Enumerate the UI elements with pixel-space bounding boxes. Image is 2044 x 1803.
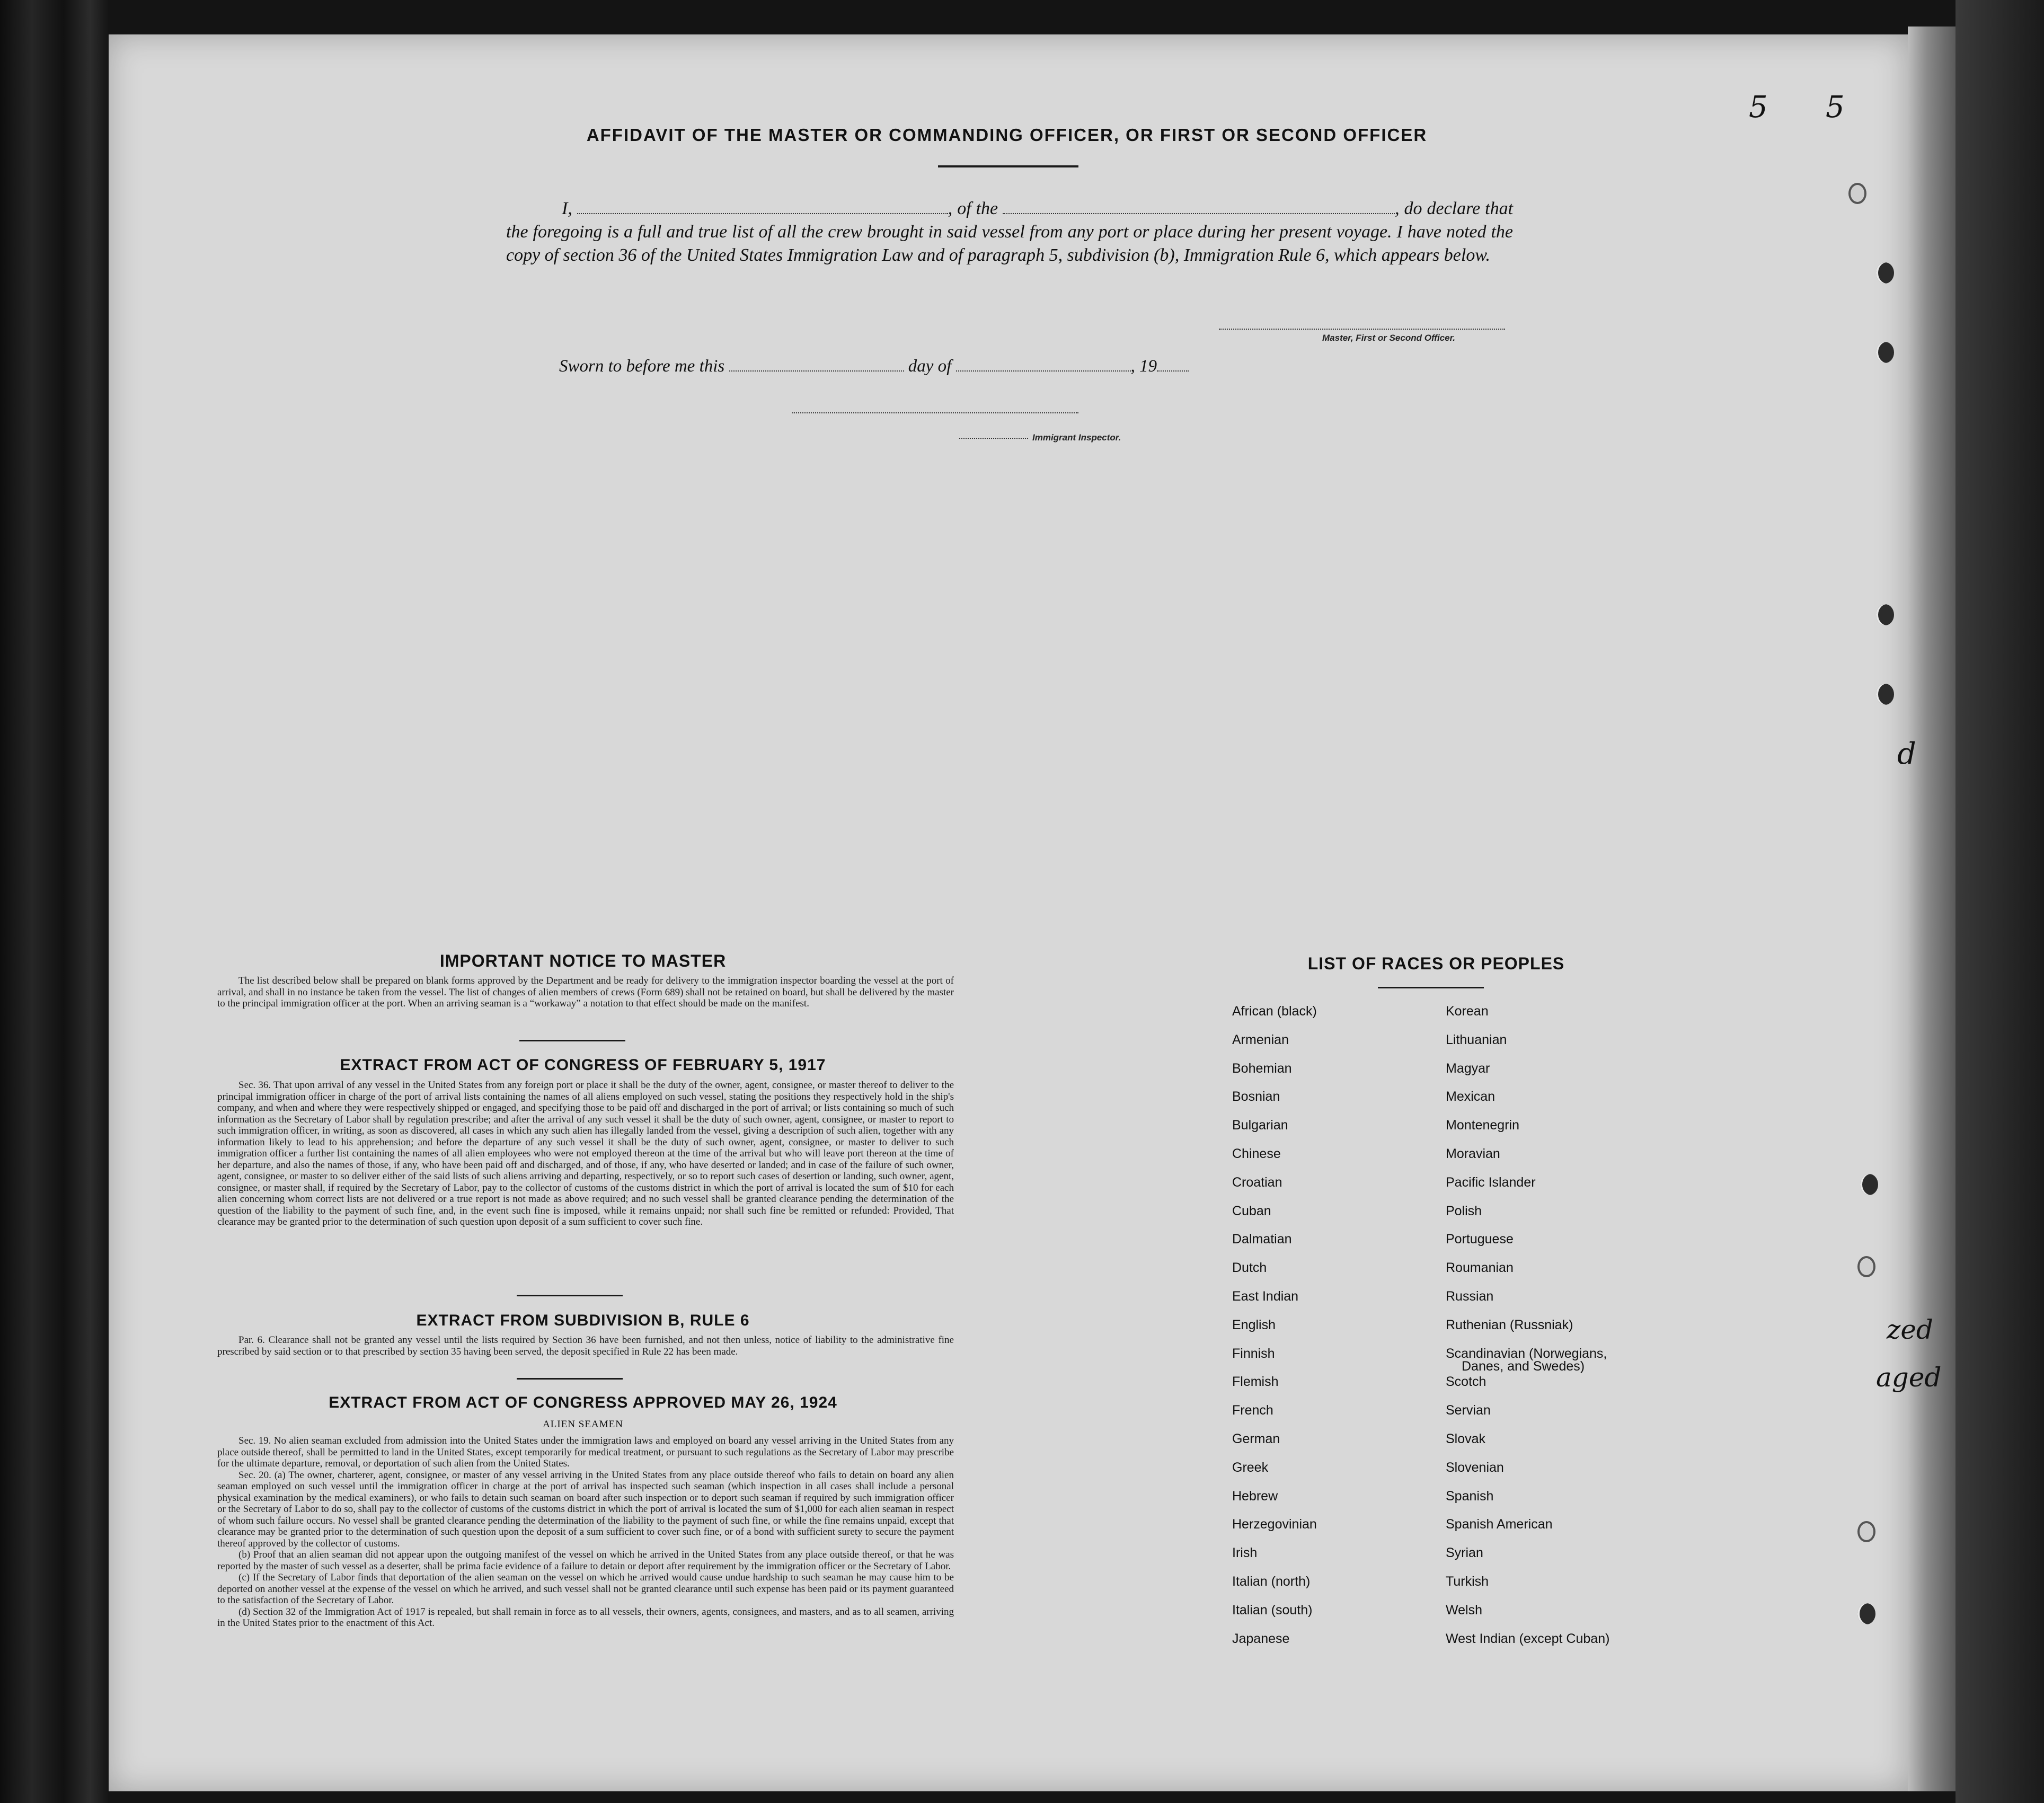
punch-hole [1876,684,1894,705]
affidavit-declaration [506,197,1513,267]
extract-1924-title: EXTRACT FROM ACT OF CONGRESS APPROVED MAY 26, 1924 [329,1394,837,1411]
race-item: Korean [1446,1004,1489,1019]
handwritten-mark: 5 [1826,90,1845,125]
handwritten-margin-note: d [1897,737,1916,771]
race-item: Bosnian [1232,1089,1280,1104]
race-item: Hebrew [1232,1488,1278,1504]
notice-text [217,975,954,1010]
race-item-scandinavian: Scandinavian (Norwegians, [1446,1346,1607,1361]
inspector-label: Immigrant Inspector. [1032,432,1121,443]
race-item: Irish [1232,1545,1258,1561]
race-item: Italian (north) [1232,1574,1311,1589]
race-item: Chinese [1232,1146,1281,1161]
extract-1924-text [217,1435,954,1629]
race-item: Roumanian [1446,1260,1514,1276]
sworn-year-blank[interactable] [1157,367,1189,372]
extract-rule6-title: EXTRACT FROM SUBDIVISION B, RULE 6 [416,1312,750,1329]
race-item: Portuguese [1446,1232,1514,1247]
race-item: Servian [1446,1403,1491,1418]
race-item: Magyar [1446,1060,1490,1076]
section-divider [517,1378,623,1380]
race-item: Polish [1446,1203,1482,1218]
race-item: Syrian [1446,1545,1483,1561]
race-item: Italian (south) [1232,1602,1313,1618]
race-item: Herzegovinian [1232,1517,1317,1532]
sworn-day-blank[interactable] [729,367,904,372]
notice-title: IMPORTANT NOTICE TO MASTER [439,951,727,970]
scan-right-border [1955,0,2044,1803]
race-item: Welsh [1446,1602,1483,1618]
race-item: Slovak [1446,1431,1486,1446]
page-edge-stack [1908,26,1955,1791]
races-left-column [1232,1004,1455,1660]
section-divider [517,1295,623,1296]
master-signature-label: Master, First or Second Officer. [1322,333,1455,343]
race-item: Turkish [1446,1574,1489,1589]
race-item: Mexican [1446,1089,1496,1104]
title-divider [938,165,1078,167]
sworn-line [559,357,1189,376]
sworn-month-blank[interactable] [956,367,1131,372]
punch-hole [1876,262,1894,284]
section-divider [519,1040,625,1041]
inspector-signature-line[interactable] [792,412,1078,413]
race-item: Scotch [1446,1374,1486,1390]
race-item: Dutch [1232,1260,1267,1276]
race-item: Armenian [1232,1032,1289,1047]
extract-1924-paragraph: Sec. 19. No alien seaman excluded from admission into the United States under the immigration laws and employed on board any vessel arriving in the United States from any place outside thereof, shall be permitted to land in the United States, except temporarily for medical treatment, or pursuant to such regulations as the Secretary of Labor may prescribe for the ultimate departure, removal, or deportation of such alien from the United States. [217,1435,954,1469]
race-item: Dalmatian [1232,1232,1292,1247]
extract-1924-subtitle: ALIEN SEAMEN [543,1419,623,1430]
extract-1917-title: EXTRACT FROM ACT OF CONGRESS OF FEBRUARY 5, 1917 [340,1056,826,1074]
race-item: English [1232,1317,1276,1332]
punch-hole [1857,1521,1875,1542]
race-item: West Indian (except Cuban) [1446,1631,1610,1646]
handwritten-margin-note: aged [1876,1362,1942,1393]
affidavit-of-the: , of the [948,199,998,218]
punch-hole [1860,1174,1878,1195]
extract-1924-paragraph: (b) Proof that an alien seaman did not appear upon the outgoing manifest of the vessel on which he arrived in the United States from any place outside thereof, or that he was reported by the master of such vessel as a deserter, shall be prima facie evidence of a failure to detain or deport after requirement by the immigration officer or the Secretary of Labor. [217,1549,954,1572]
affidavit-title: AFFIDAVIT OF THE MASTER OR COMMANDING OFFICER, OR FIRST OR SECOND OFFICER [586,125,1428,145]
race-item: African (black) [1232,1004,1317,1019]
race-item: Russian [1446,1288,1494,1304]
notice-paragraph: The list described below shall be prepared on blank forms approved by the Department and be ready for delivery to the immigration inspector boarding the vessel at the port of arrival, and shall in no instance be taken from the vessel. The list of changes of alien members of crews (Form 689) shall not be retained on board, but shall be delivered by the master to the principal immigration officer at the port. When an arriving seaman is a “workaway” a notation to that effect should be made on the manifest. [217,975,954,1009]
extract-1917-paragraph: Sec. 36. That upon arrival of any vessel in the United States from any foreign port or place it shall be the duty of the owner, agent, consignee, or master thereof to deliver to the principal immigration officer in charge of the port of arrival lists containing the names of all aliens employed on such vessel, stating the positions they respectively hold in the ship's company, and when and where they were respectively shipped or engaged, and specifying those to be paid off and discharged in the port of arrival; or lists containing so much of such information as the Secretary of Labor shall by regulation prescribe; and after the arrival of any such vessel it shall be the duty of such owner, agent, consignee, or master to report to such immigration officer, in writing, as soon as discovered, all cases in which any such alien has illegally landed from the vessel, giving a description of such alien, together with any information likely to lead to his apprehension; and before the departure of any such vessel it shall be the duty of such owner, agent, consignee, or master to deliver to such immigration officer a further list containing the names of all alien employees who were not employed thereon at the time of the arrival but who will leave port thereon at the time of her departure, and also the names of those, if any, who have been paid off and discharged, and of those, if any, who have deserted or landed; and in case of the failure of such owner, agent, consignee, or master to so deliver either of the said lists of such aliens arriving and departing, respectively, or so to report such cases of desertion or landing, such owner, agent, consignee, or master shall, if required by the Secretary of Labor, pay to the collector of customs of the customs district in which the port of arrival is located the sum of $10 for each alien concerning whom correct lists are not delivered or a true report is not made as above required; and no such vessel shall be granted clearance pending the determination of the question of the liability to the payment of such fine, and, in the event such fine is imposed, while it remains unpaid; nor shall such fine be remitted or refunded: Provided, That clearance may be granted prior to the determination of such question upon deposit of a sum sufficient to cover such fine. [217,1080,954,1227]
race-item: French [1232,1403,1273,1418]
sworn-year: , 19 [1130,357,1157,376]
race-item: Ruthenian (Russniak) [1446,1317,1573,1332]
sworn-day-of: day of [908,357,952,376]
race-item: Croatian [1232,1174,1282,1190]
extract-1924-paragraph: Sec. 20. (a) The owner, charterer, agent, consignee, or master of any vessel arriving in the United States from any place outside thereof who fails to detain on board any alien seaman employed on such vessel until the immigration officer in charge at the port of arrival has inspected such seaman (which inspection in all cases shall include a personal physical examination by the medical examiners), or who fails to detain such seaman on board after such inspection or to deport such seaman if required by such immigration officer or the Secretary of Labor to do so, shall pay to the collector of customs of the customs district in which the port of arrival is located the sum of $1,000 for each alien seaman in respect of whom such failure occurs. No vessel shall be granted clearance pending the determination of the liability to the payment of such fine, or while the fine remains unpaid, except that clearance may be granted prior to the determination of such question upon the deposit of a sum sufficient to cover such fine, or of a bond with sufficient surety to secure the payment thereof approved by the collector of customs. [217,1469,954,1549]
affidavit-i: I, [562,199,572,218]
race-item-scandinavian-cont: Danes, and Swedes) [1462,1358,1585,1374]
extract-1917-text [217,1080,954,1228]
race-item: Greek [1232,1460,1269,1475]
race-item: German [1232,1431,1280,1446]
extract-1924-paragraph: (c) If the Secretary of Labor finds that deportation of the alien seaman on the vessel on which he arrived would cause undue hardship to such seaman he may cause him to be deported on another vessel at the expense of the vessel on which he arrived, and such vessel shall not be granted clearance until such expense has been paid or its payment guaranteed to the satisfaction of the Secretary of Labor. [217,1572,954,1606]
punch-hole [1857,1256,1875,1277]
extract-rule6-text [217,1334,954,1357]
race-item: Bohemian [1232,1060,1292,1076]
vessel-blank[interactable] [1003,210,1395,214]
punch-hole [1848,183,1866,204]
race-item: East Indian [1232,1288,1299,1304]
affidavit-body: that the foregoing is a full and true list of all the crew brought in said vessel from any port or place during her present voyage. I have noted the copy of section 36 of the United States Immigration Law and of paragraph 5, subdivision (b), Immigration Rule 6, which appears below. [506,199,1514,265]
punch-hole [1876,604,1894,625]
master-signature-line[interactable] [1219,329,1505,330]
race-item: Slovenian [1446,1460,1504,1475]
sworn-prefix: Sworn to before me this [559,357,725,376]
name-blank[interactable] [577,210,948,214]
race-item: Bulgarian [1232,1118,1288,1133]
race-item: Montenegrin [1446,1118,1519,1133]
punch-hole [1857,1603,1875,1624]
race-item: Spanish American [1446,1517,1553,1532]
races-title: LIST OF RACES OR PEOPLES [1307,954,1565,973]
extract-rule6-paragraph: Par. 6. Clearance shall not be granted any vessel until the lists required by Section 36 have been furnished, and not then unless, notice of liability to the administrative fine prescribed by said section or to that prescribed by section 35 having been served, the deposit specified in Rule 22 has been made. [217,1334,954,1357]
handwritten-mark: 5 [1749,90,1768,125]
race-item: Pacific Islander [1446,1174,1536,1190]
race-item: Japanese [1232,1631,1290,1646]
race-item: Finnish [1232,1346,1275,1361]
extract-1924-paragraph: (d) Section 32 of the Immigration Act of 1917 is repealed, but shall remain in force as to all vessels, their owners, agents, consignees, and masters, and as to all seamen, arriving in the United States prior to the enactment of this Act. [217,1606,954,1629]
race-item: Cuban [1232,1203,1271,1218]
inspector-short-line [959,438,1028,439]
races-right-column [1446,1004,1700,1660]
race-item: Flemish [1232,1374,1279,1390]
punch-hole [1876,342,1894,363]
affidavit-do-declare: , do declare [1395,199,1481,218]
handwritten-margin-note: zed [1887,1314,1933,1345]
race-item: Lithuanian [1446,1032,1507,1047]
race-item [1446,1347,1700,1375]
race-item: Spanish [1446,1488,1494,1504]
race-item: Moravian [1446,1146,1500,1161]
races-divider [1378,987,1484,988]
